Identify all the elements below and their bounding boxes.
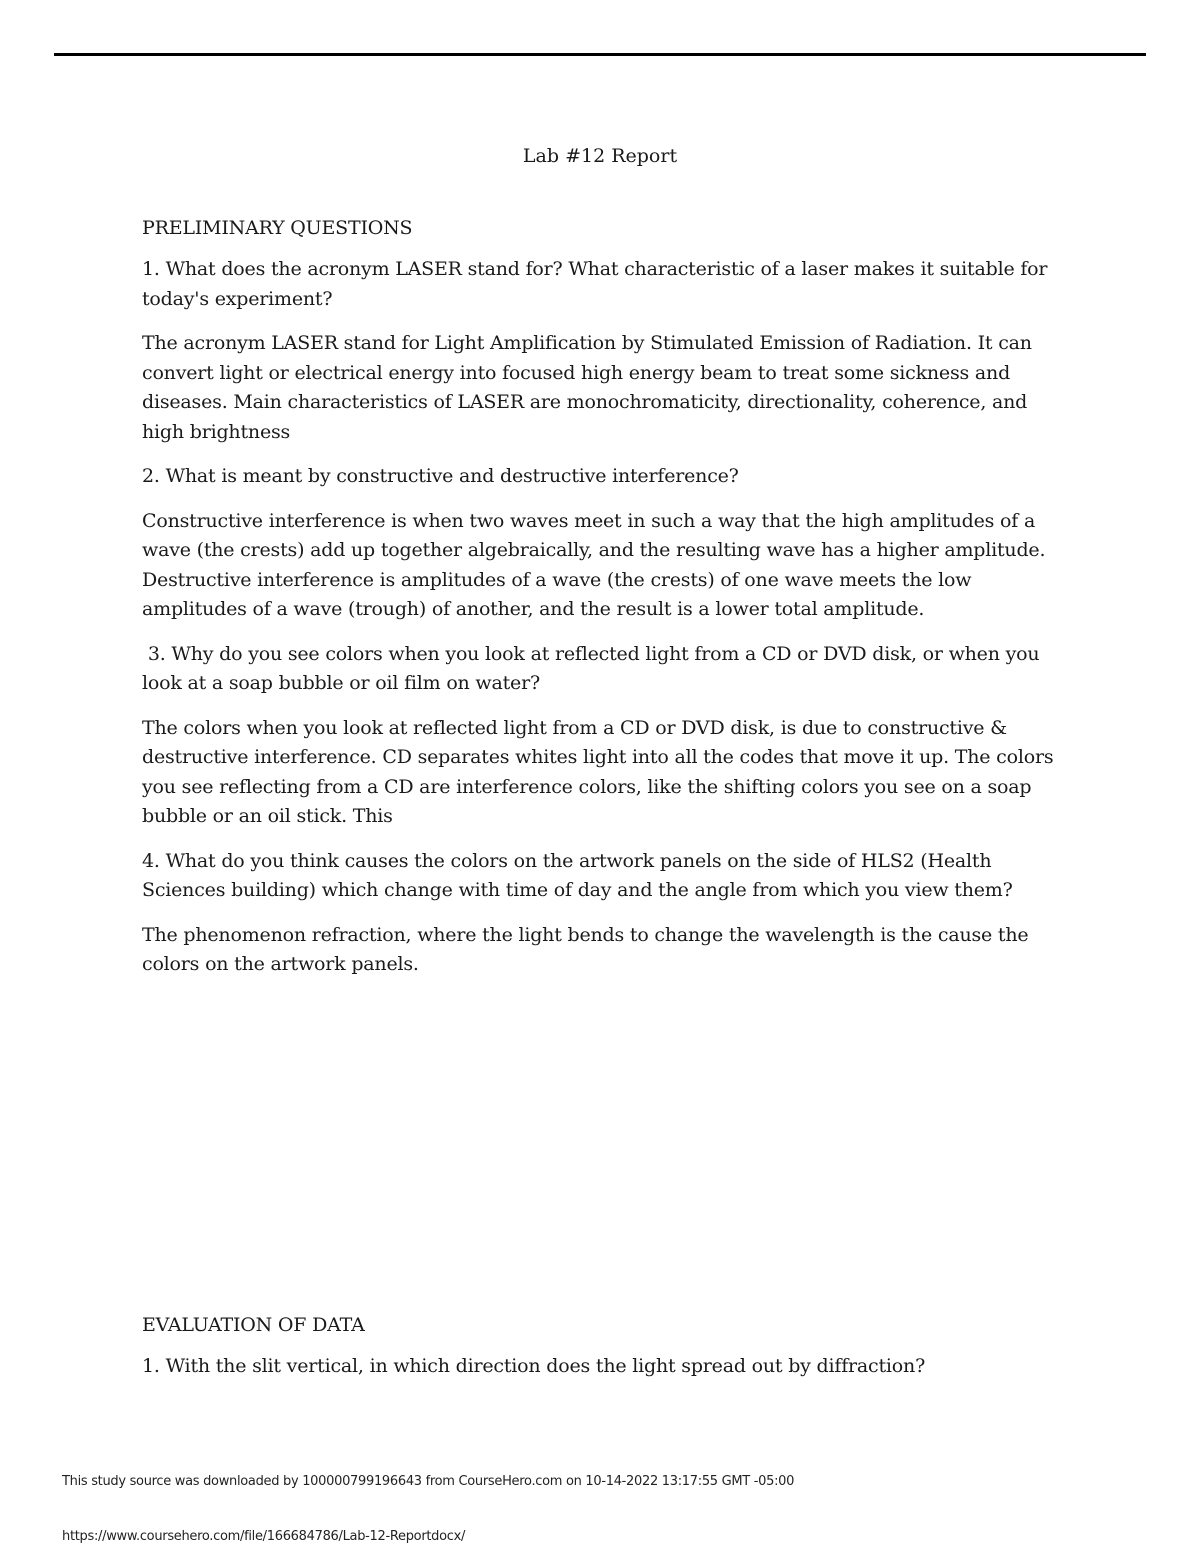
answer-1: The acronym LASER stand for Light Amplification by Stimulated Emission of Radiation. It can convert light or electrical energy into focused high energy beam to treat some sickness and diseases. Main characteristics of LASER are monochromaticity, directionality, coherence, and high brightness bbox=[142, 332, 1032, 443]
answer-3: The colors when you look at reflected light from a CD or DVD disk, is due to constructive & destructive interference. CD separates whites light into all the codes that move it up. The colors you see reflecting from a CD are interference colors, like the shifting colors you see on a soap bubble or an oil stick. This bbox=[142, 716, 1054, 827]
footer-source-note: This study source was downloaded by 100000799196643 from CourseHero.com on 10-14-2022 13:17:55 GMT -05:00 bbox=[62, 1474, 795, 1489]
preliminary-heading: PRELIMINARY QUESTIONS bbox=[142, 217, 413, 239]
question-4: 4. What do you think causes the colors on the artwork panels on the side of HLS2 (Health Sciences building) which change with time of day and the angle from which you view them? bbox=[142, 849, 1013, 901]
evaluation-question-1: 1. With the slit vertical, in which direction does the light spread out by diffraction? bbox=[142, 1355, 926, 1377]
evaluation-section bbox=[142, 1313, 1067, 1397]
answer-4: The phenomenon refraction, where the light bends to change the wavelength is the cause the colors on the artwork panels. bbox=[142, 923, 1029, 975]
top-rule bbox=[54, 53, 1146, 56]
question-3: 3. Why do you see colors when you look at reflected light from a CD or DVD disk, or when you look at a soap bubble or oil film on water? bbox=[142, 642, 1046, 694]
answer-2: Constructive interference is when two waves meet in such a way that the high amplitudes of a wave (the crests) add up together algebraically, and the resulting wave has a higher amplitude. Destructive interference is amplitudes of a wave (the crests) of one wave meets the low amplitudes of a wave (trough) of another, and the result is a lower total amplitude. bbox=[142, 509, 1046, 620]
preliminary-section bbox=[142, 216, 1067, 995]
question-1: 1. What does the acronym LASER stand for? What characteristic of a laser makes it suitable for today's experiment? bbox=[142, 258, 1048, 310]
footer-url-link[interactable]: https://www.coursehero.com/file/166684786/Lab-12-Reportdocx/ bbox=[62, 1529, 466, 1544]
evaluation-heading: EVALUATION OF DATA bbox=[142, 1314, 365, 1336]
question-2: 2. What is meant by constructive and destructive interference? bbox=[142, 465, 739, 487]
document-title: Lab #12 Report bbox=[522, 145, 678, 167]
